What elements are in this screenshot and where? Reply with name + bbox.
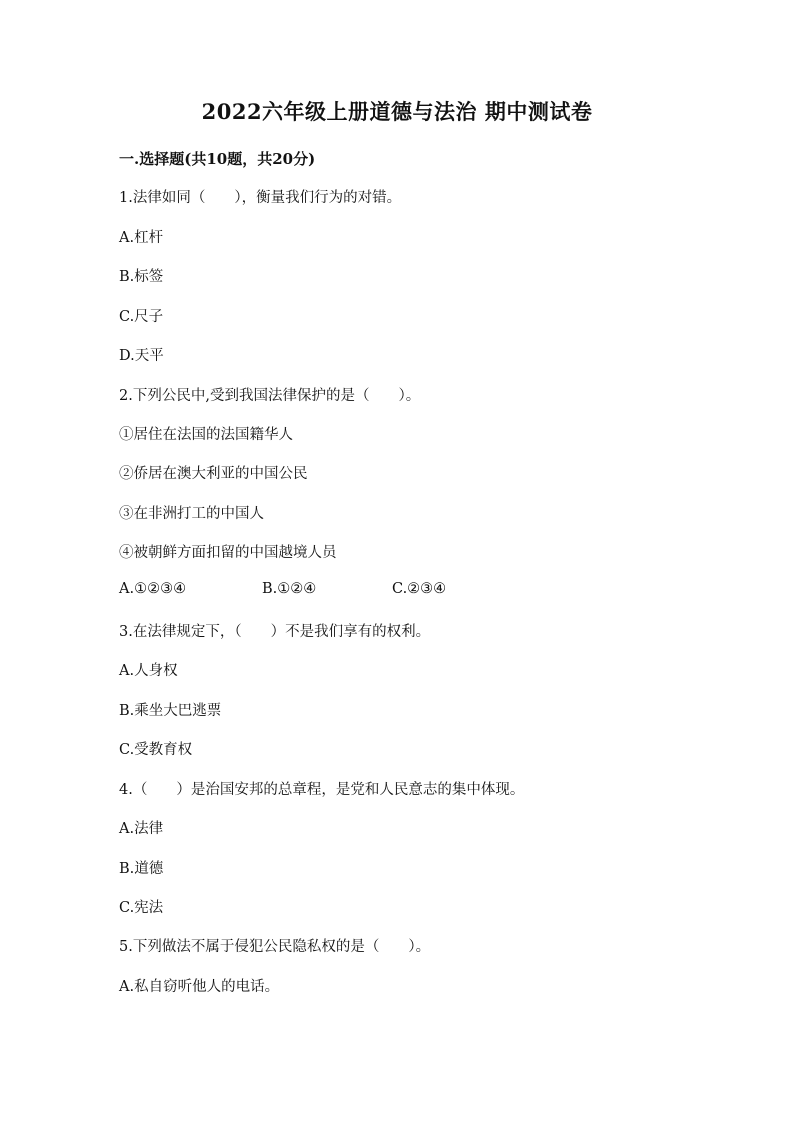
question-4-stem: 4.（ ）是治国安邦的总章程，是党和人民意志的集中体现。 (119, 782, 525, 798)
question-1-stem: 1.法律如同（ ），衡量我们行为的对错。 (119, 190, 402, 206)
question-5-stem: 5.下列做法不属于侵犯公民隐私权的是（ ）。 (119, 939, 431, 955)
question-4-option-a: A.法律 (119, 821, 164, 837)
question-4-option-b: B.道德 (119, 861, 164, 877)
question-3-option-c: C.受教育权 (119, 742, 193, 758)
question-2-option-b: B.①②④ (262, 581, 317, 597)
question-2-option-c: C.②③④ (392, 581, 447, 597)
question-5-option-a: A.私自窃听他人的电话。 (119, 979, 280, 995)
section-heading: 一.选择题(共10题，共20分) (119, 150, 316, 168)
question-2-statement-3: ③在非洲打工的中国人 (119, 506, 264, 522)
question-1-option-d: D.天平 (119, 348, 164, 364)
question-2-statement-4: ④被朝鲜方面扣留的中国越境人员 (119, 545, 337, 561)
page-title: 2022六年级上册道德与法治 期中测试卷 (201, 99, 593, 124)
question-2-option-a: A.①②③④ (119, 581, 187, 597)
question-3-stem: 3.在法律规定下，（ ）不是我们享有的权利。 (119, 624, 431, 640)
question-3-option-a: A.人身权 (119, 663, 178, 679)
question-4-option-c: C.宪法 (119, 900, 164, 916)
question-1-option-c: C.尺子 (119, 309, 164, 325)
question-3-option-b: B.乘坐大巴逃票 (119, 703, 222, 719)
question-2-statement-1: ①居住在法国的法国籍华人 (119, 427, 293, 443)
question-2-statement-2: ②侨居在澳大利亚的中国公民 (119, 466, 308, 482)
question-2-stem: 2.下列公民中,受到我国法律保护的是（ ）。 (119, 388, 421, 404)
question-1-option-a: A.杠杆 (119, 230, 164, 246)
question-1-option-b: B.标签 (119, 269, 164, 285)
